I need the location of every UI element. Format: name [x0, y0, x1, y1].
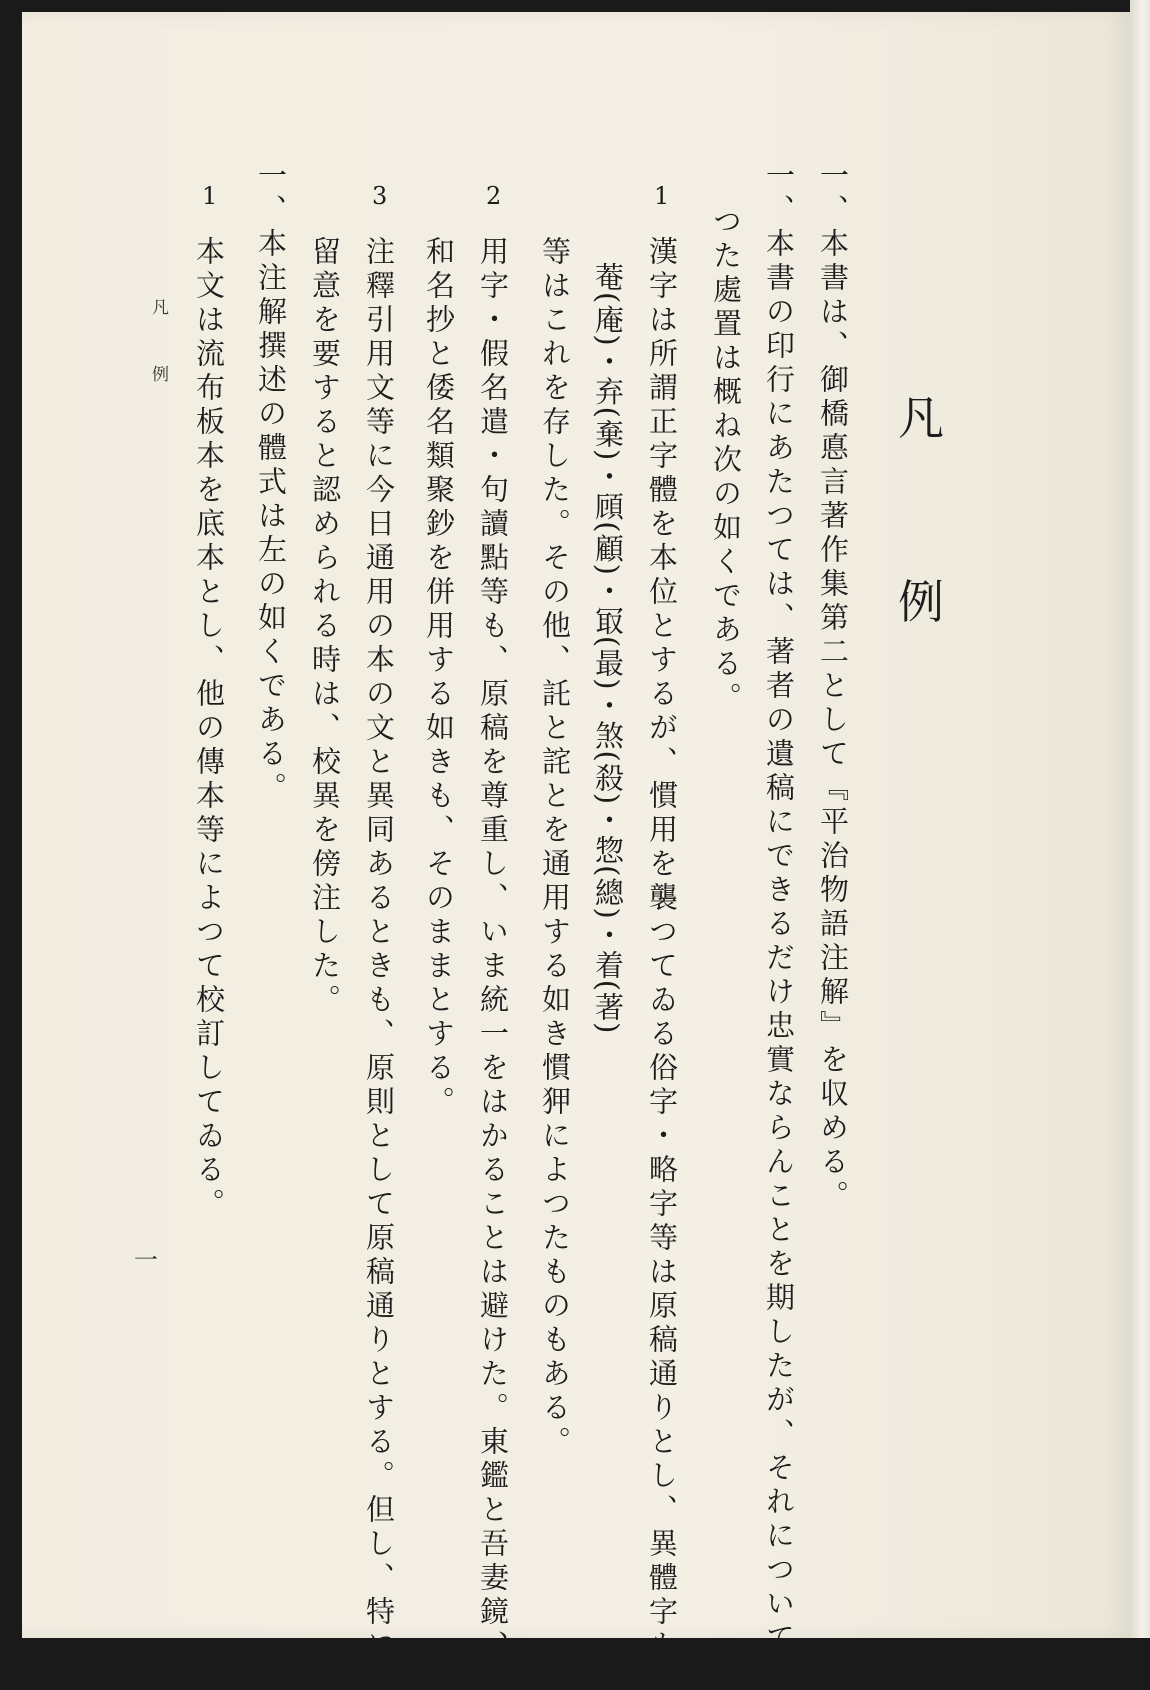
sub1-line-3: 等はこれを存した。その他、託と詫とを通用する如き慣狎によつたものもある。 — [538, 236, 572, 1460]
sub2-number: 2 — [486, 182, 502, 210]
sub1-line-1: 漢字は所謂正字體を本位とするが、慣用を襲つてゐる俗字・略字等は原稿通りとし、異體字も — [645, 236, 679, 1664]
page — [22, 12, 1132, 1638]
sub2-line-2: 和名抄と倭名類聚鈔を併用する如きも、そのままとする。 — [422, 236, 456, 1120]
item-2-line-2: つた處置は概ね次の如くである。 — [709, 206, 743, 716]
item-3: 一、本注解撰述の體式は左の如くである。 — [254, 160, 288, 806]
title-char-2: 例 — [898, 575, 944, 629]
item-2-line-1: 一、本書の印行にあたつては、著者の遺稿にできるだけ忠實ならんことを期したが、それについてと — [762, 160, 796, 1690]
sub2-line-1: 用字・假名遣・句讀點等も、原稿を尊重し、いま統一をはかることは避けた。東鑑と吾妻鏡、 — [476, 236, 510, 1664]
page-number: 一 — [134, 1246, 158, 1274]
sub1-line-2: 菴(庵)・弃(棄)・頋(顧)・冣(最)・煞(殺)・惣(總)・着(著) — [591, 262, 625, 1035]
page-edge — [1130, 0, 1150, 1638]
sub1-number: 1 — [654, 182, 670, 210]
item-1: 一、本書は、御橋悳言著作集第二として『平治物語注解』を収める。 — [816, 160, 850, 1214]
sub3-number: 3 — [372, 182, 388, 210]
sub3-line-2: 留意を要すると認められる時は、校異を傍注した。 — [308, 236, 342, 1018]
running-head: 凡例 — [148, 298, 168, 432]
sub4-number: 1 — [202, 182, 218, 210]
sub4-line-1: 本文は流布板本を底本とし、他の傳本等によつて校訂してゐる。 — [192, 236, 226, 1222]
sub3-line-1: 注釋引用文等に今日通用の本の文と異同あるときも、原則として原稿通りとする。但し、特に — [362, 236, 396, 1664]
title-char-1: 凡 — [898, 391, 944, 445]
